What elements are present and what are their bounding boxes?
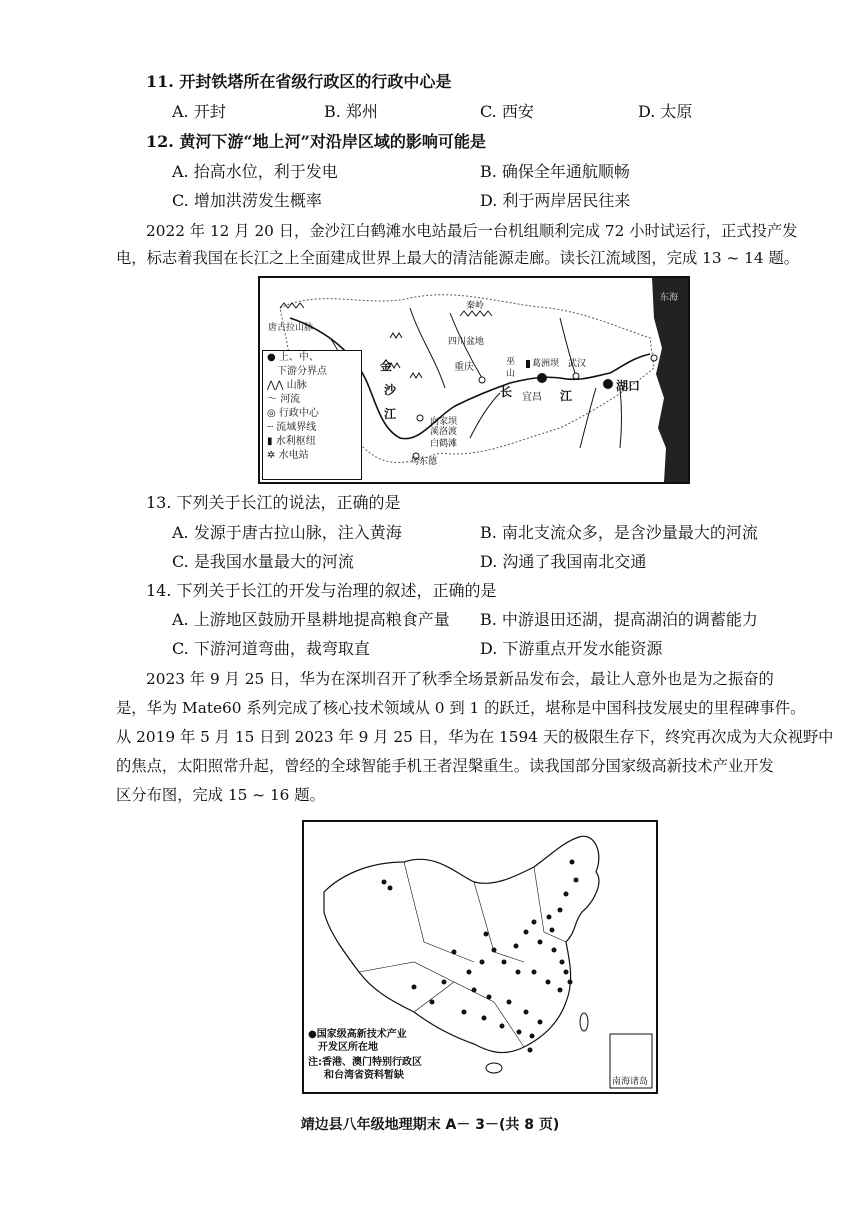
page-footer: 靖边县八年级地理期末 A－ 3－(共 8 页) (300, 1117, 560, 1133)
zone-dot (514, 944, 519, 949)
zone-dot (467, 970, 472, 975)
legend-river-icon: 〜 (267, 394, 277, 405)
legend-capital: 行政中心 (278, 408, 319, 419)
zone-dot (530, 1034, 535, 1039)
q12-stem: 12. 黄河下游“地上河”对沿岸区域的影响可能是 (146, 132, 486, 151)
zone-dot (442, 980, 447, 985)
xiangjiaba-station-symbol (417, 415, 423, 421)
legend-river: 河流 (280, 394, 301, 405)
legend-note-line2: 和台湾省资料暂缺 (324, 1070, 404, 1081)
zone-dot (388, 886, 393, 891)
sea-area (652, 278, 688, 482)
zone-dot (564, 892, 569, 897)
hengduan-mountain-symbol (388, 333, 422, 378)
zone-dot (574, 878, 579, 883)
baihetan-label: 白鹤滩 (430, 439, 458, 449)
legend-title2: 下游分界点 (277, 366, 327, 377)
q14-option-c: C. 下游河道弯曲，裁弯取直 (172, 639, 370, 658)
zone-dot (558, 908, 563, 913)
gezhouba-label: 葛洲坝 (532, 359, 560, 369)
legend-point-icon: ● (267, 352, 276, 363)
legend-zone-line1: 国家级高新技术产业 (316, 1029, 407, 1040)
q11-option-a: A. 开封 (172, 102, 226, 121)
inset-label: 南海诸岛 (612, 1077, 649, 1087)
q14-stem: 14. 下列关于长江的开发与治理的叙述，正确的是 (146, 581, 497, 600)
q14-option-b: B. 中游退田还湖，提高湖泊的调蓄能力 (480, 610, 758, 629)
passage2-line3: 从 2019 年 5 月 15 日到 2023 年 9 月 25 日，华为在 1594 天的极限生存下，终究再次成为大众视野中 (116, 728, 834, 746)
zone-dot (382, 880, 387, 885)
q11-option-d: D. 太原 (638, 102, 693, 121)
zone-dot (472, 988, 477, 993)
hukou-dividing-point (603, 379, 613, 389)
tributary-xiang (580, 388, 596, 448)
zone-dot (502, 960, 507, 965)
zone-dot (482, 1016, 487, 1021)
q13-option-c: C. 是我国水量最大的河流 (172, 552, 354, 571)
zone-dot (532, 970, 537, 975)
shanghai-dot (651, 355, 657, 361)
zone-dot (532, 920, 537, 925)
zone-dot (507, 1000, 512, 1005)
zone-dot (528, 1048, 533, 1053)
legend-boundary: 流域界线 (276, 422, 317, 433)
tanggula-label: 唐古拉山脉 (268, 323, 314, 333)
legend-hub: 水利枢纽 (275, 436, 316, 447)
shan-label: 山 (506, 369, 516, 379)
china-outline (324, 836, 599, 1052)
zone-dot (558, 988, 563, 993)
zone-dot (484, 932, 489, 937)
legend-zone-dot-icon: ● (308, 1029, 317, 1040)
jin-label: 金 (380, 359, 393, 373)
q12-option-c: C. 增加洪涝发生概率 (172, 191, 322, 210)
q12-option-b: B. 确保全年通航顺畅 (480, 162, 630, 181)
q12-option-d: D. 利于两岸居民往来 (480, 191, 631, 210)
passage1-line2: 电，标志着我国在长江之上全面建成世界上最大的清洁能源走廊。读长江流域图，完成 13 ~ 14 题。 (116, 249, 800, 267)
xiluodu-label: 溪洛渡 (430, 427, 458, 437)
zone-dot (524, 930, 529, 935)
taiwan-island (580, 1013, 588, 1031)
legend-title: 上、中、 (278, 352, 319, 363)
tributary-gan (620, 388, 622, 448)
zone-dot (552, 948, 557, 953)
zone-dot (487, 995, 492, 1000)
qinling-label: 秦岭 (466, 301, 485, 311)
q14-option-a: A. 上游地区鼓励开垦耕地提高粮食产量 (172, 610, 450, 629)
chang-label: 长 (500, 385, 513, 399)
q12-option-a: A. 抬高水位，利于发电 (172, 162, 338, 181)
zone-dot (452, 950, 457, 955)
xiangjiaba-label: 向家坝 (430, 417, 458, 427)
zone-dot (538, 940, 543, 945)
zone-dot (492, 948, 497, 953)
sichuan-basin-label: 四川盆地 (448, 337, 485, 347)
zone-dot (480, 960, 485, 965)
zone-dot (524, 1010, 529, 1015)
legend-mountain-icon: ⋀⋀ (267, 380, 284, 391)
chongqing-dot (479, 377, 485, 383)
wudongde-label: 乌东德 (410, 457, 438, 467)
hainan-island (486, 1063, 502, 1073)
passage2-line4: 的焦点，太阳照常升起，曾经的全球智能手机王者涅槃重生。读我国部分国家级高新技术产业开发 (116, 757, 774, 775)
zone-dot (570, 860, 575, 865)
gezhouba-hub-symbol (526, 360, 530, 368)
china-hightech-zones-map (302, 820, 658, 1094)
legend-capital-icon: ◎ (267, 408, 276, 419)
q11-option-c: C. 西安 (480, 102, 534, 121)
hukou-label: 湖口 (616, 379, 641, 393)
legend-note-line1: 注:香港、澳门特别行政区 (308, 1057, 422, 1068)
q13-option-a: A. 发源于唐古拉山脉，注入黄海 (172, 523, 402, 542)
chongqing-label: 重庆 (454, 362, 474, 373)
passage2-line1: 2023 年 9 月 25 日，华为在深圳召开了秋季全场景新品发布会，最让人意外也是为之振奋的 (146, 670, 774, 688)
zone-dot (462, 1010, 467, 1015)
map1-legend (262, 350, 362, 480)
q11-stem: 11. 开封铁塔所在省级行政区的行政中心是 (146, 72, 452, 91)
zone-dot (568, 980, 573, 985)
wuhan-dot (573, 373, 579, 379)
passage2-line2: 是，华为 Mate60 系列完成了核心技术领域从 0 到 1 的跃迁，堪称是中国科技发展史的里程碑事件。 (116, 699, 806, 717)
yichang-dividing-point (537, 373, 547, 383)
zone-dot (412, 985, 417, 990)
zone-dot (538, 1020, 543, 1025)
sha-label: 沙 (384, 383, 397, 397)
wu-label: 巫 (506, 357, 516, 367)
q13-option-b: B. 南北支流众多，是含沙量最大的河流 (480, 523, 758, 542)
q11-option-b: B. 郑州 (324, 102, 378, 121)
zone-dot (500, 1024, 505, 1029)
tanggula-mountain-symbol (280, 303, 304, 308)
legend-mountain: 山脉 (286, 380, 307, 391)
map2-legend (308, 1028, 422, 1082)
zone-dot (560, 960, 565, 965)
tributary-wu (470, 393, 500, 438)
legend-zone-line2: 开发区所在地 (318, 1042, 378, 1053)
zone-dot (546, 980, 551, 985)
q13-stem: 13. 下列关于长江的说法，正确的是 (146, 493, 401, 512)
zone-dot (550, 928, 555, 933)
yichang-label: 宜昌 (522, 392, 542, 403)
sea-label: 东海 (660, 293, 679, 303)
yangtze-basin-map (258, 276, 690, 484)
legend-boundary-icon: ┈ (267, 422, 274, 433)
zone-dot (516, 970, 521, 975)
jiang-label: 江 (384, 407, 397, 421)
passage1-line1: 2022 年 12 月 20 日，金沙江白鹤滩水电站最后一台机组顺利完成 72 小时试运行，正式投产发 (146, 222, 798, 240)
legend-station-icon: ✲ (267, 450, 276, 461)
jiang2-label: 江 (560, 389, 573, 403)
legend-station: 水电站 (278, 450, 309, 461)
zone-dot (547, 915, 552, 920)
legend-hub-icon: ▮ (267, 436, 273, 447)
passage2-line5: 区分布图，完成 15 ~ 16 题。 (116, 786, 325, 804)
qinling-mountain-symbol (460, 311, 492, 316)
zone-dot (430, 1000, 435, 1005)
zone-dot (564, 970, 569, 975)
wuhan-label: 武汉 (568, 359, 587, 369)
q14-option-d: D. 下游重点开发水能资源 (480, 639, 663, 658)
q13-option-d: D. 沟通了我国南北交通 (480, 552, 647, 571)
zone-dot (517, 1030, 522, 1035)
